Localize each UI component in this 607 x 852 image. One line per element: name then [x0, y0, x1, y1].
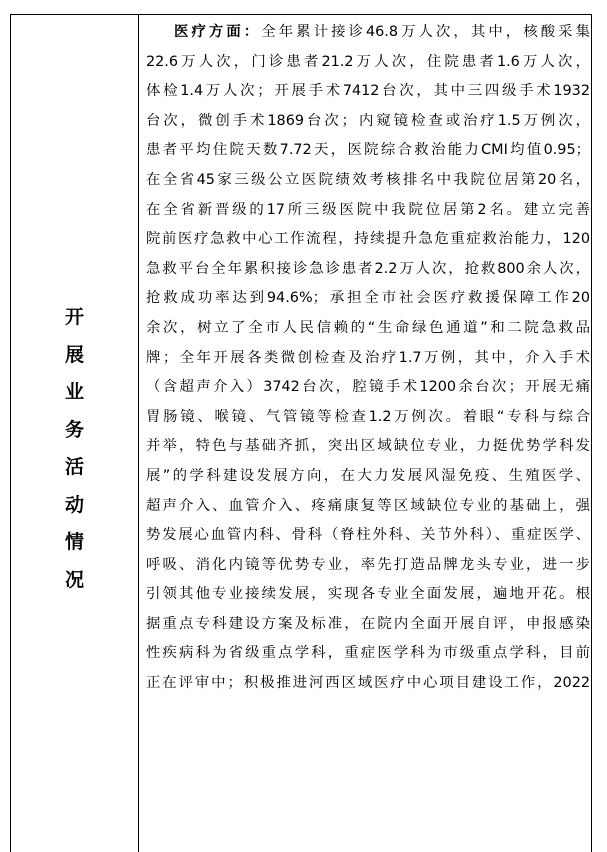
row-label-vertical	[11, 299, 138, 599]
paragraph-line: 并举，特色与基础齐抓，突出区域缺位专业，力挺优势学科发	[146, 438, 590, 455]
paragraph-line: 据重点专科建设方案及标准，在院内全面开展自评，申报感染	[146, 615, 590, 632]
paragraph-line: 在全省新晋级的17所三级医院中我院位居第2名。建立完善	[146, 201, 590, 218]
row-label-cell	[11, 14, 138, 852]
paragraph-line: 在全省45家三级公立医院绩效考核排名中我院位居第20名，	[146, 171, 590, 188]
paragraph-line: 展”的学科建设发展方向，在大力发展风湿免疫、生殖医学、	[146, 467, 590, 484]
row-label-char: 活	[64, 456, 84, 478]
paragraph-line: 医疗方面：全年累计接诊46.8万人次，其中，核酸采集	[174, 24, 590, 40]
paragraph-line: 性疾病科为省级重点学科，重症医学科为市级重点学科，目前	[146, 645, 590, 662]
paragraph-line: 牌；全年开展各类微创检查及治疗1.7万例，其中，介入手术	[146, 349, 590, 366]
paragraph-line: 抢救成功率达到94.6%；承担全市社会医疗救援保障工作20	[146, 290, 590, 307]
paragraph-line: 胃肠镜、喉镜、气管镜等检查1.2万例次。着眼“专科与综合	[146, 408, 590, 425]
paragraph-line: 台次，微创手术1869台次；内窥镜检查或治疗1.5万例次，	[146, 112, 590, 129]
paragraph-line: （含超声介入）3742台次，腔镜手术1200余台次；开展无痛	[146, 379, 590, 396]
paragraph-line: 势发展心血管内科、骨科（脊柱外科、关节外科）、重症医学、	[146, 527, 590, 544]
row-label-char: 展	[64, 343, 84, 366]
paragraph-line: 呼吸、消化内镜等优势专业，率先打造品牌龙头专业，进一步	[146, 556, 590, 573]
paragraph-line: 院前医疗急救中心工作流程，持续提升急危重症救治能力，120	[146, 231, 590, 248]
row-label-char: 动	[64, 493, 84, 516]
paragraph-line: 引领其他专业接续发展，实现各专业全面发展，遍地开花。根	[146, 586, 590, 603]
paragraph-line: 体检1.4万人次；开展手术7412台次，其中三四级手术1932	[146, 83, 590, 100]
row-label-char: 况	[64, 568, 84, 591]
row-label-char: 开	[64, 306, 84, 328]
section-heading: 医疗方面：	[174, 24, 262, 40]
paragraph-line: 22.6万人次，门诊患者21.2万人次，住院患者1.6万人次，	[146, 53, 590, 70]
paragraph-line: 患者平均住院天数7.72天，医院综合救治能力CMI均值0.95；	[146, 142, 590, 159]
content-cell	[146, 18, 590, 699]
row-label-char: 情	[64, 531, 84, 553]
paragraph-line: 超声介入、血管介入、疼痛康复等区域缺位专业的基础上，强	[146, 497, 590, 514]
row-label-char: 务	[64, 418, 84, 441]
paragraph-line: 正在评审中；积极推进河西区域医疗中心项目建设工作，2022	[146, 675, 590, 692]
column-divider	[138, 14, 139, 852]
row-label-char: 业	[64, 381, 84, 403]
paragraph-line: 余次，树立了全市人民信赖的“生命绿色通道”和二院急救品	[146, 319, 590, 336]
paragraph-line: 急救平台全年累积接诊急诊患者2.2万人次，抢救800余人次，	[146, 260, 590, 277]
